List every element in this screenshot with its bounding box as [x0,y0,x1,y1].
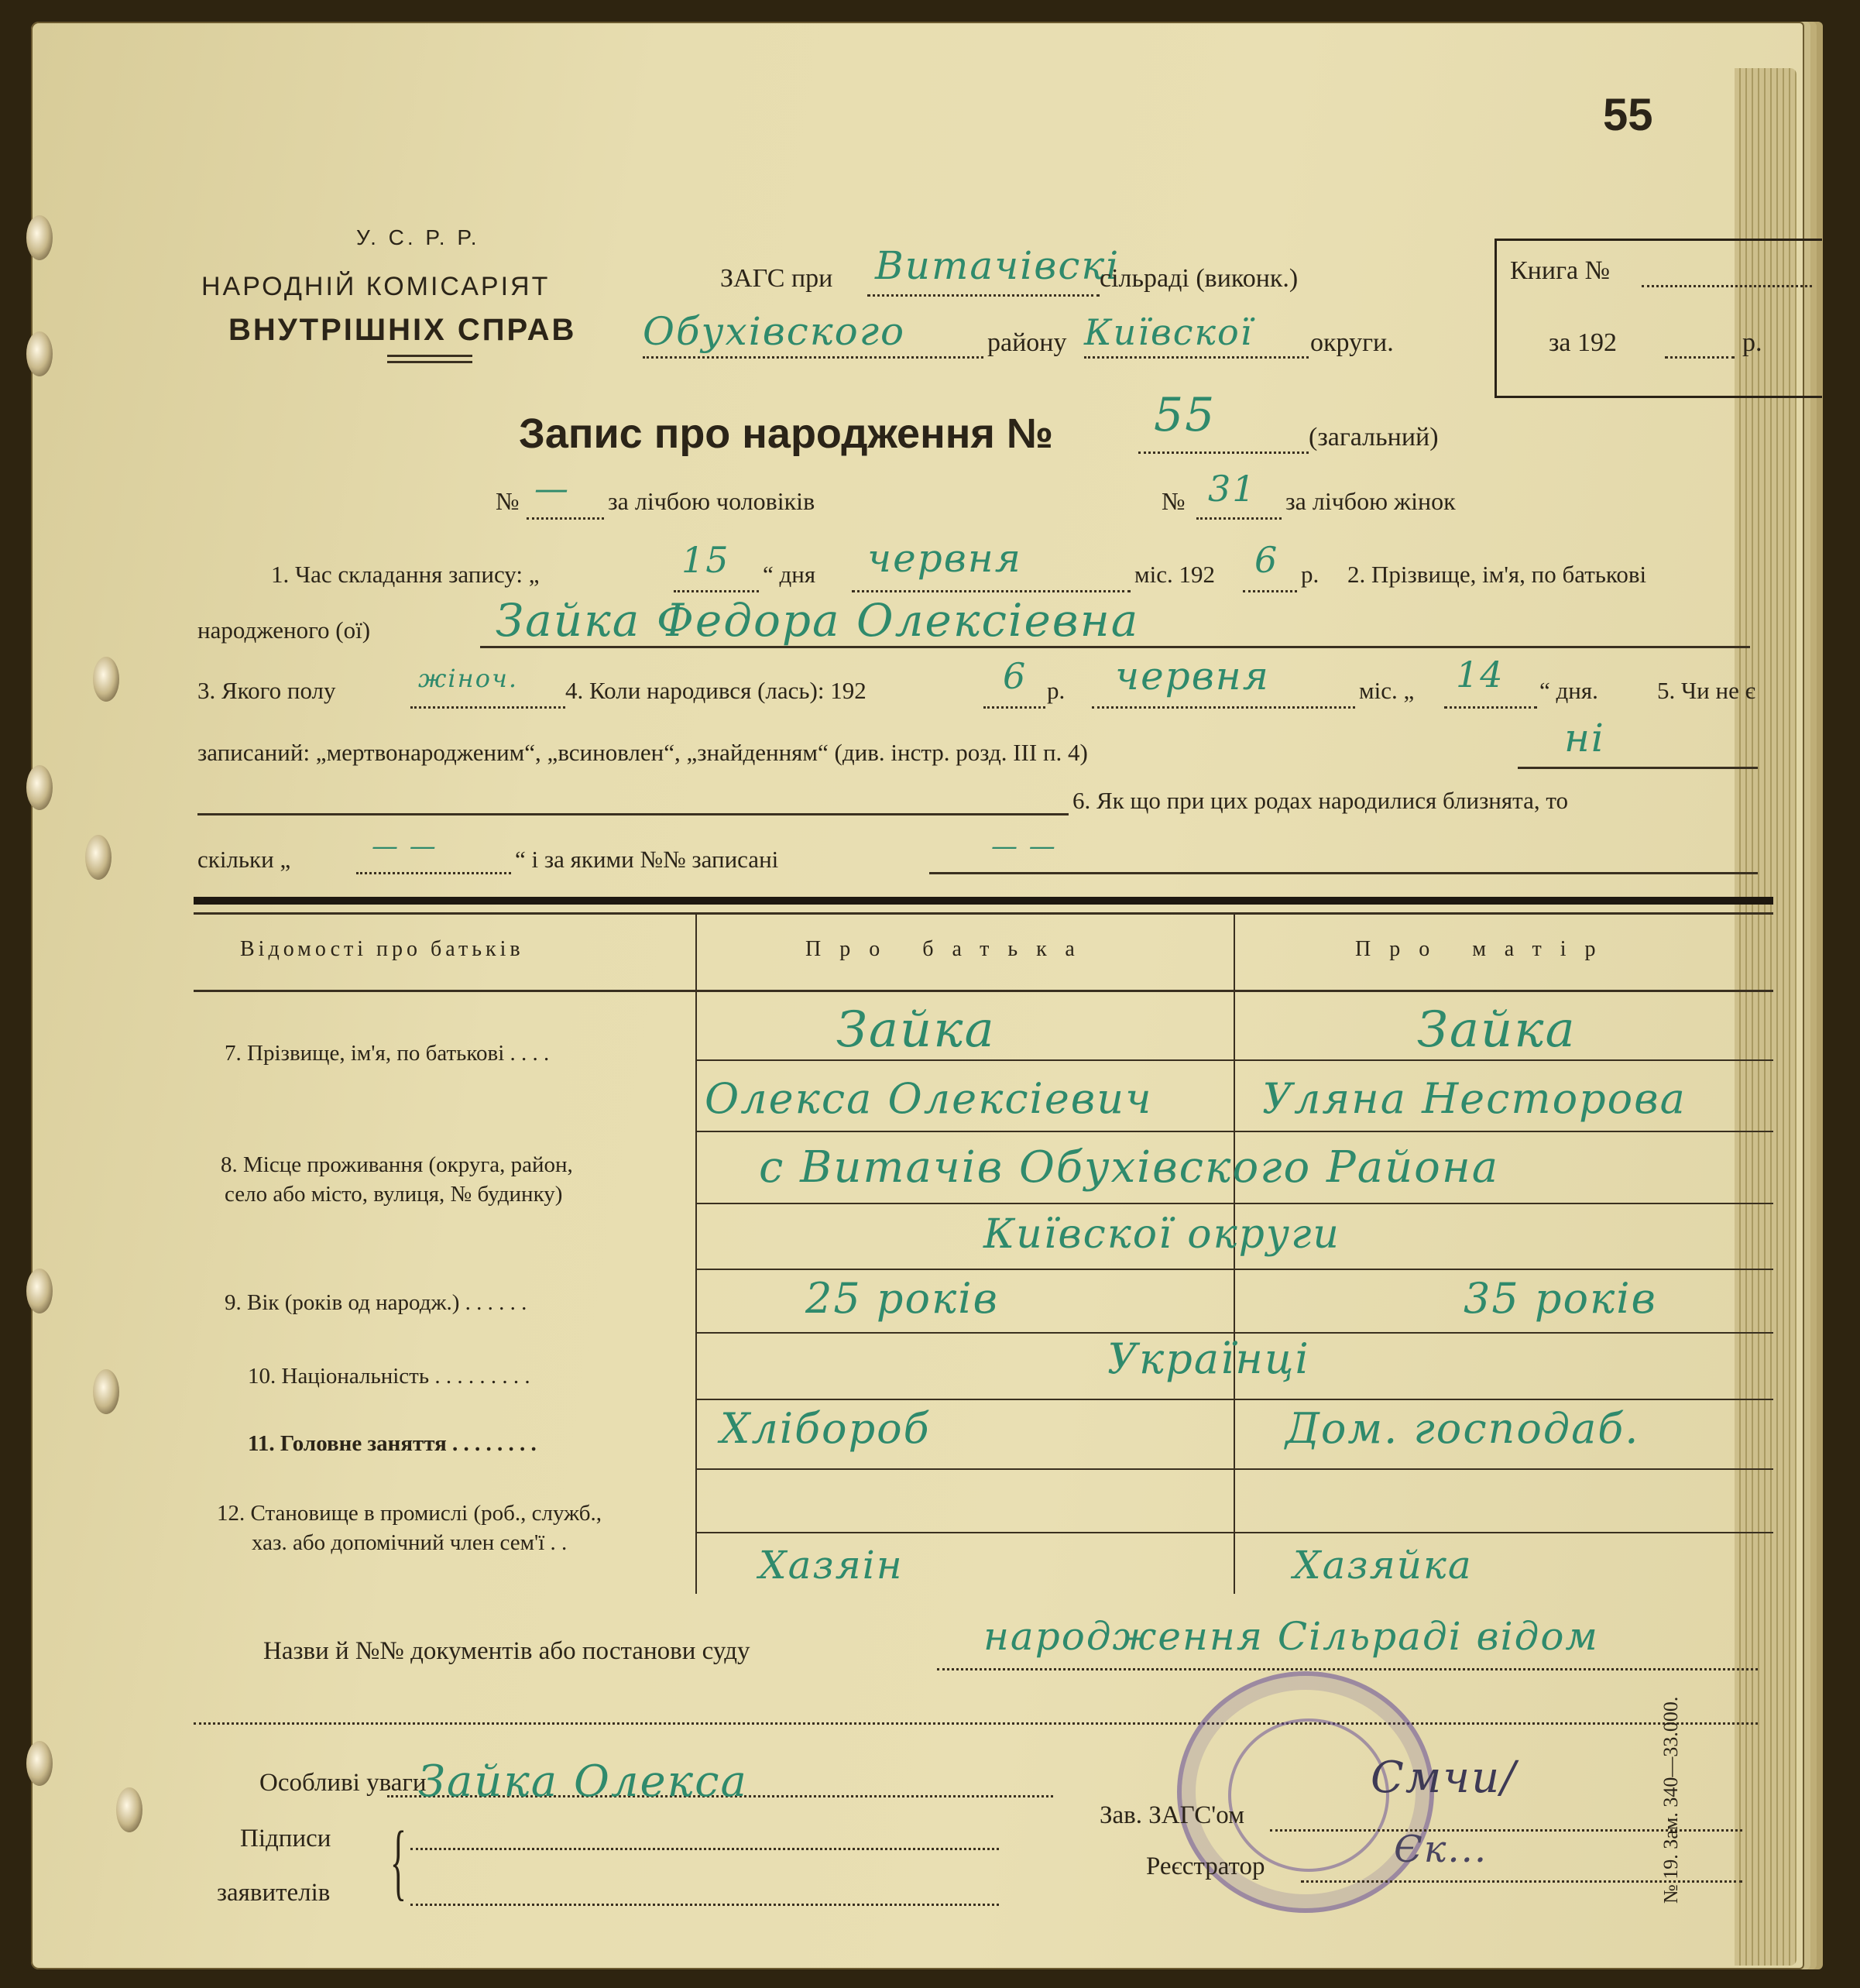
nationality: Українці [1107,1334,1310,1383]
record-number: 55 [1154,388,1217,442]
documents-label: Назви й №№ документів або постанови суду [263,1637,750,1665]
fill-line [983,706,1045,709]
binding-hole [85,835,112,880]
binding-hole [26,331,53,376]
mother-position: Хазяйка [1293,1543,1473,1588]
fill-line [410,1904,999,1906]
fill-line [197,813,1069,815]
table-header-mother: Про матір [1355,937,1615,961]
mother-age: 35 років [1464,1274,1657,1323]
f1-month: червня [867,536,1022,581]
head-signature: Смчи/ [1371,1753,1518,1803]
f1-day-close: “ дня [763,561,816,588]
binding-hole [93,1369,119,1414]
father-surname: Зайка [836,1001,996,1059]
f3-label: 3. Якого полу [197,677,336,704]
f1-label: 1. Час складання запису: „ [271,561,540,588]
document-page [31,22,1804,1969]
f4-year-suffix: р. [1047,677,1066,704]
f1-year: 6 [1254,539,1279,581]
residence: с Витачів Обухівского Района [759,1142,1500,1193]
male-count-value: — [534,469,570,509]
f1-year-suffix: р. [1301,561,1320,588]
table-top-rule [194,897,1773,905]
zags-suffix: сільраді (виконк.) [1100,264,1299,293]
f4-day: 14 [1456,654,1505,695]
book-year-suffix: р. [1742,328,1762,357]
commissariat-line1: НАРОДНІЙ КОМІСАРІЯТ [201,272,551,301]
father-position: Хазяін [759,1543,904,1588]
f6-value: — — [372,831,438,862]
table-row-rule [697,1399,1773,1400]
record-general: (загальний) [1309,423,1439,452]
row7-label: 7. Прізвище, ім'я, по батькові . . . . [225,1041,550,1066]
f4-month: червня [1115,654,1270,699]
registrar-label: Реєстратор [1146,1852,1265,1880]
notes-label: Особливі уваги [259,1769,427,1797]
documents-value: народження Сільраді відом [983,1614,1599,1659]
book-year-label: за 192 [1549,328,1618,357]
f5-value: ні [1564,716,1605,761]
f4-day-suffix: “ дня. [1539,677,1598,704]
row8-label: 8. Місце проживання (округа, район, [221,1152,573,1177]
signatures-brace: { [390,1814,407,1908]
residence-okruha: Київскої округи [983,1211,1340,1258]
table-row-rule [697,1131,1773,1132]
f4-label: 4. Коли народився (лась): 192 [565,677,867,704]
table-header-info: Відомості про батьків [240,937,524,961]
row12-label2: хаз. або допомічний член сем'ї . . [252,1530,568,1555]
f6-value2: — — [991,831,1057,862]
row8-label2: село або місто, вулиця, № будинку) [225,1182,563,1207]
f5-label2: записаний: „мертвонародженим“, „всиновлен“, „знайденням“ (див. інстр. розд. III п. 4) [197,739,1088,766]
table-row-rule [697,1269,1773,1270]
table-row-rule [697,1059,1773,1061]
fill-line [1243,590,1297,592]
fill-line [1138,452,1309,454]
f2-label: 2. Прізвище, ім'я, по батькові [1347,561,1647,588]
header-underline [387,355,472,357]
fill-line [527,517,604,520]
binding-hole [26,765,53,810]
fill-line [867,294,1100,297]
book-label: Книга № [1510,256,1611,285]
mother-surname: Зайка [1417,1001,1577,1059]
ussr-label: У. С. Р. Р. [356,225,480,249]
fill-line [1084,356,1309,359]
fill-line [1665,356,1735,359]
f5-label: 5. Чи не є [1657,677,1755,704]
fill-line [356,872,511,874]
page-number: 55 [1603,90,1653,140]
fill-line [194,1722,1758,1725]
registrar-signature: Єк... [1394,1828,1488,1871]
fill-line [410,1848,999,1850]
raion-value: Обухівского [643,309,906,354]
binding-hole [26,1741,53,1786]
okruha-value: Київскої [1084,311,1254,353]
father-name: Олекса Олексіевич [705,1074,1153,1123]
table-top-rule [194,912,1773,915]
f2-label2: народженого (ої) [197,616,371,644]
binding-hole [26,215,53,260]
mother-occupation: Дом. господаб. [1285,1404,1640,1453]
table-row-rule [697,1468,1773,1470]
row10-label: 10. Національність . . . . . . . . . [248,1364,530,1389]
zags-village-value: Витачівскі [875,243,1120,288]
fill-line [410,706,565,709]
f4-month-suffix: міс. „ [1359,677,1415,704]
table-header-father: Про батька [805,937,1093,961]
side-print-code: № 19. Зам. 340—33.000. [1659,1696,1682,1904]
row12-label: 12. Становище в промислі (роб., служб., [217,1501,602,1526]
row9-label: 9. Вік (років од народж.) . . . . . . [225,1290,527,1315]
fill-line [480,646,1750,648]
f1-year-label: міс. 192 [1134,561,1215,588]
father-occupation: Хлібороб [720,1404,931,1453]
f6-label2: скільки „ [197,846,291,873]
binding-hole [116,1787,142,1832]
table-row-rule [697,1332,1773,1334]
fill-line [674,590,759,592]
fill-line [929,872,1758,874]
male-count-label: за лічбою чоловіків [608,487,815,515]
signatures-label1: Підписи [240,1825,331,1852]
record-title: Запис про народження № [519,410,1054,457]
fill-line [1642,285,1812,287]
fill-line [643,356,983,359]
f6-label: 6. Як що при цих родах народилися близнята, то [1072,787,1568,814]
raion-label: району [987,328,1067,357]
fill-line [852,590,1131,592]
mother-name: Уляна Несторова [1262,1074,1687,1123]
fill-line [1518,767,1758,769]
fill-line [937,1668,1758,1670]
female-count-prefix: № [1162,487,1186,515]
table-row-rule [697,1532,1773,1533]
f6-label3: “ і за якими №№ записані [515,846,779,873]
zags-prefix: ЗАГС при [720,264,833,293]
binding-hole [26,1269,53,1313]
signatures-label2: заявителів [217,1879,331,1907]
father-age: 25 років [805,1274,999,1323]
fill-line [1444,706,1537,709]
applicant-signature: Зайка Олекса [418,1756,748,1807]
female-count-label: за лічбою жінок [1285,487,1456,515]
f3-value: жіноч. [418,664,519,693]
head-label: Зав. ЗАГС'ом [1100,1801,1244,1829]
f4-year: 6 [1003,655,1028,697]
commissariat-line2: ВНУТРІШНІХ СПРАВ [228,313,577,347]
table-col-divider [695,912,697,1594]
female-count-value: 31 [1208,468,1257,510]
row11-label: 11. Головне заняття . . . . . . . . [248,1431,537,1456]
f1-day: 15 [681,539,730,581]
binding-hole [93,657,119,702]
fill-line [1092,706,1355,709]
male-count-prefix: № [496,487,520,515]
header-underline [387,361,472,363]
okruha-label: округи. [1310,328,1394,357]
table-header-rule [194,990,1773,992]
fill-line [1196,517,1282,520]
f2-value: Зайка Федора Олексіевна [496,594,1140,647]
table-row-rule [697,1203,1773,1204]
